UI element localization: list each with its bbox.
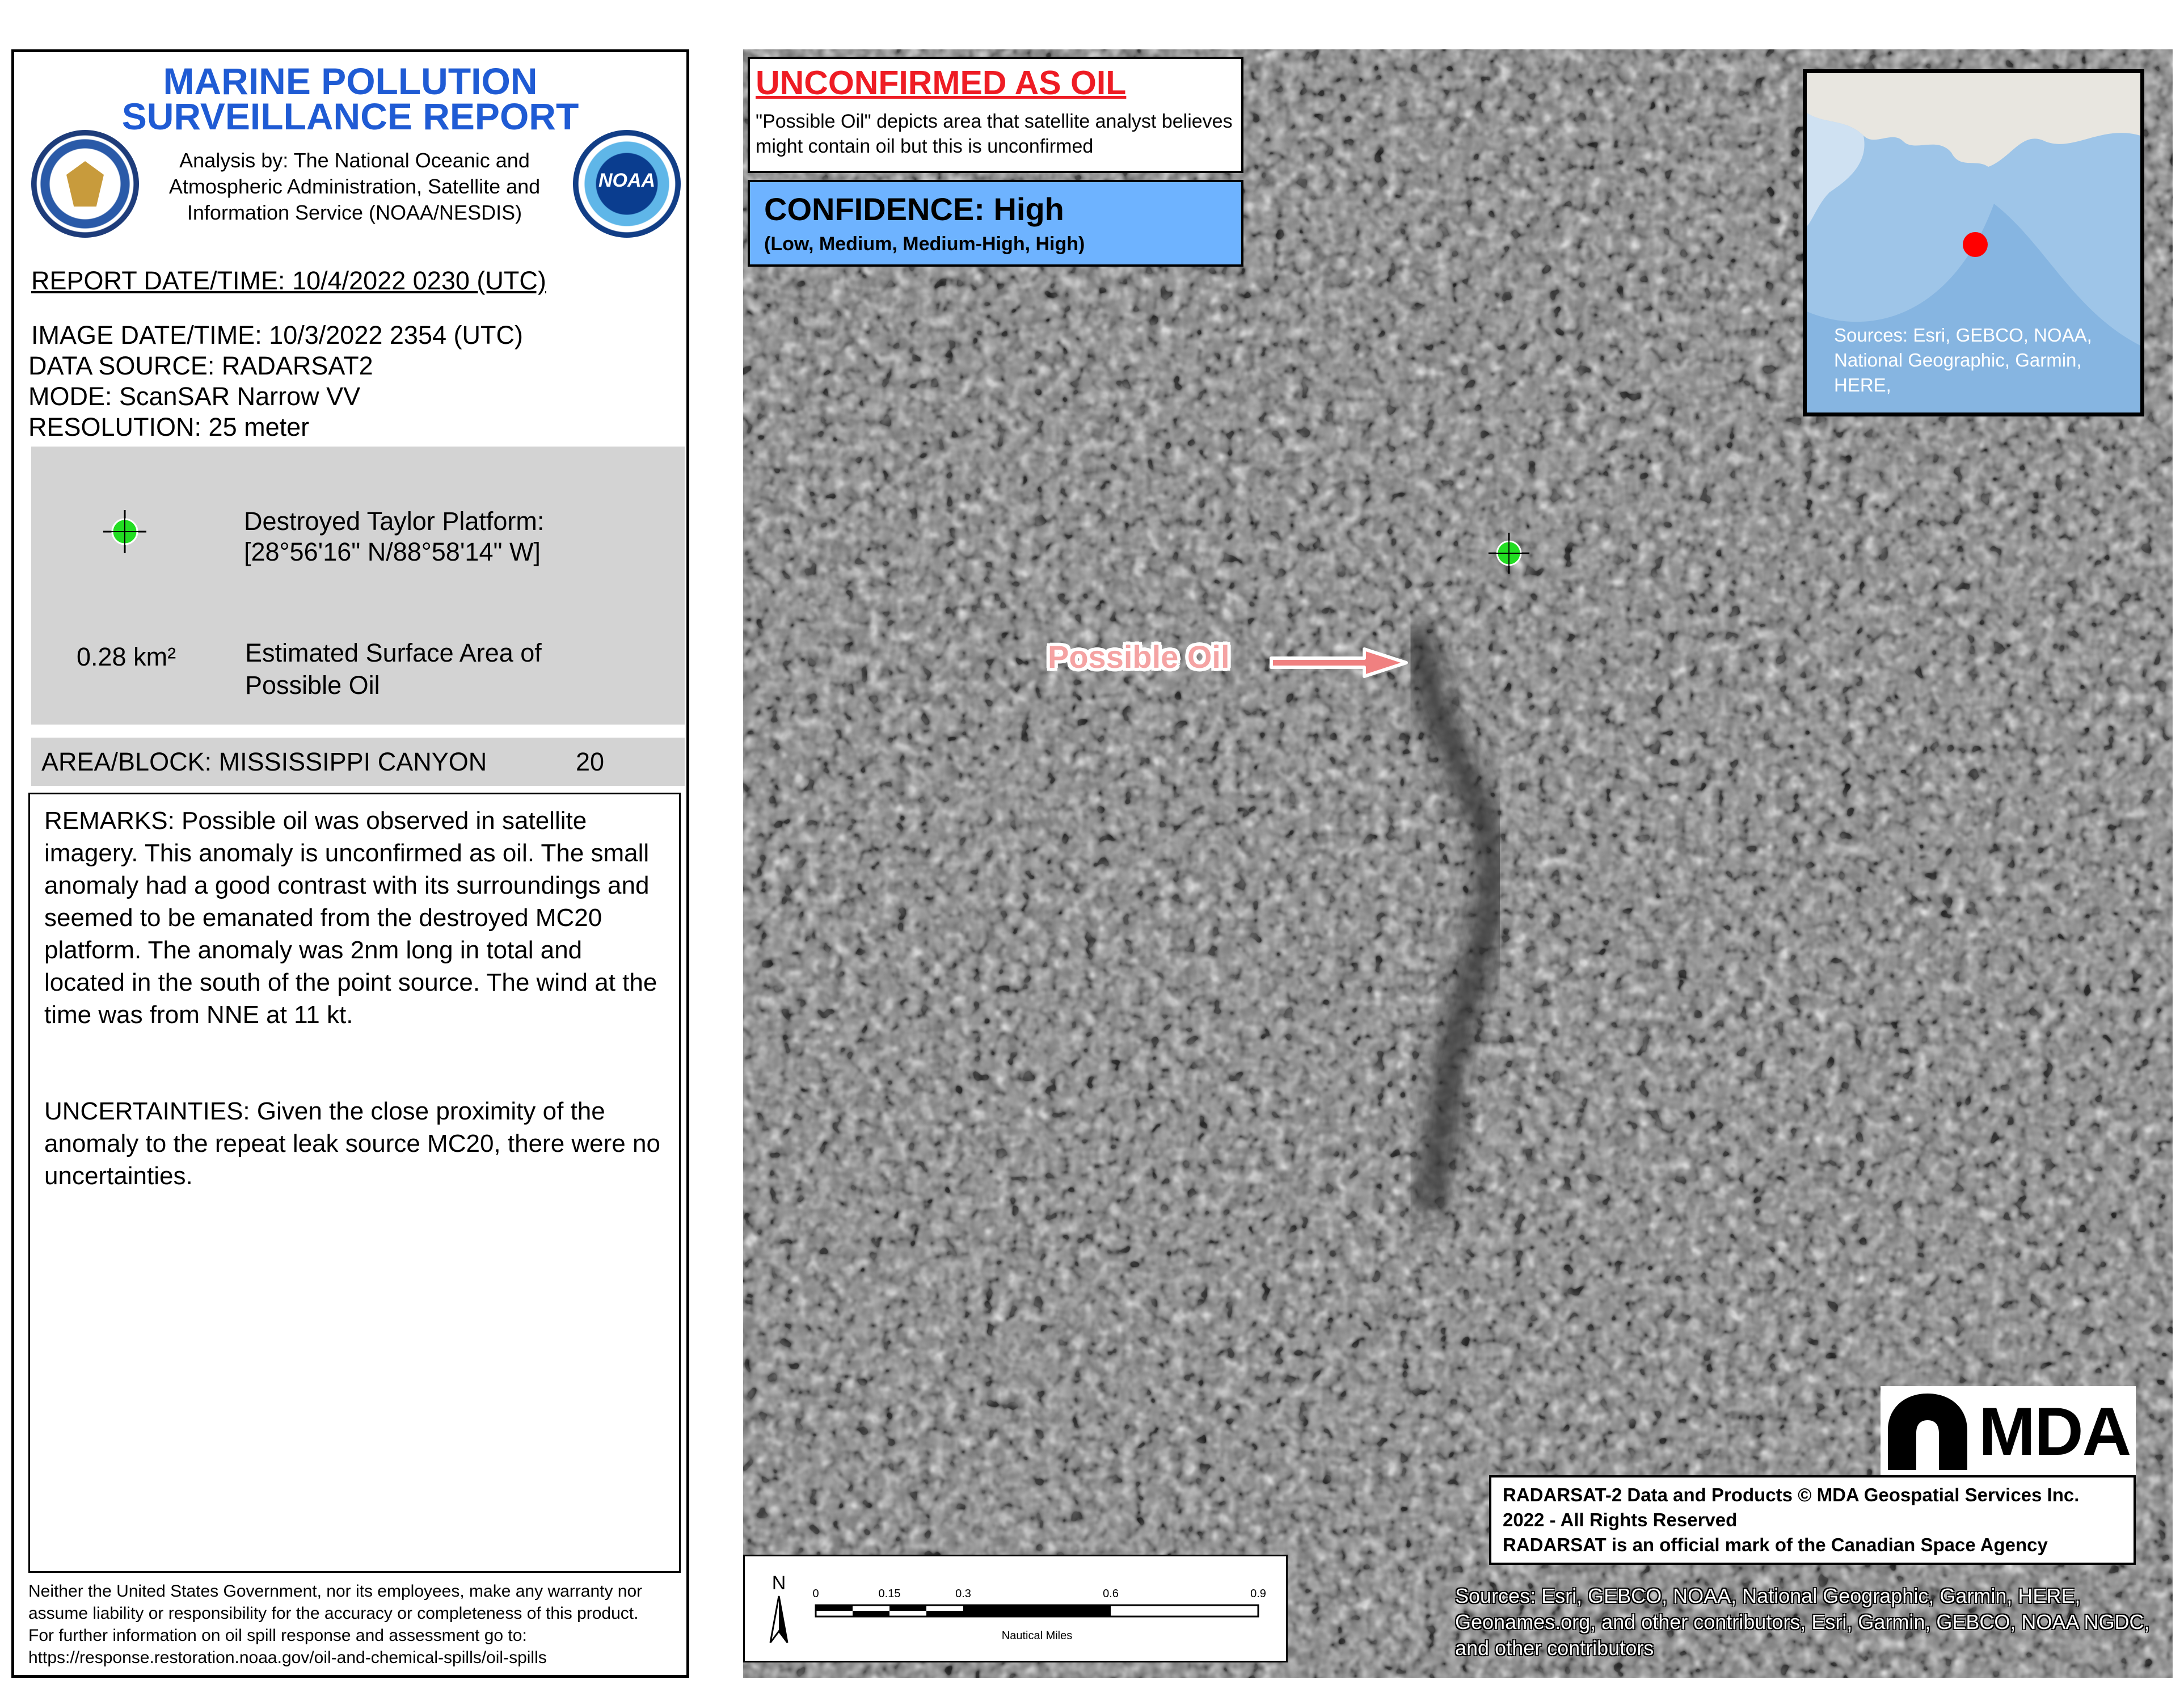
- scale-tick-label: 0.15: [878, 1588, 901, 1600]
- surface-area-label: [245, 637, 542, 701]
- confidence-level: CONFIDENCE: High: [764, 191, 1064, 227]
- report-title-line1: MARINE POLLUTION: [163, 60, 538, 102]
- surface-area-label-line1: Estimated Surface Area of: [245, 638, 542, 667]
- noaa-logo-text: NOAA: [598, 170, 656, 191]
- scale-bar-graphic: [745, 1556, 1286, 1661]
- location-dot: [1963, 232, 1988, 257]
- resolution: RESOLUTION: 25 meter: [28, 412, 310, 441]
- locator-inset-map[interactable]: [1803, 69, 2144, 416]
- mda-logo-icon: [1885, 1391, 1970, 1473]
- area-block: [31, 738, 685, 786]
- copyright-line3: RADARSAT is an official mark of the Canadian Space Agency: [1503, 1534, 2048, 1555]
- report-title-line2: SURVEILLANCE REPORT: [121, 95, 579, 137]
- unconfirmed-notice: [748, 57, 1243, 173]
- scale-tick-label: 0.6: [1103, 1588, 1119, 1600]
- remarks-text: REMARKS: Possible oil was observed in satellite imagery. This anomaly is unconfirmed as oil. The small anomaly had a good contrast with its surroundings and seemed to be emanated from the destroyed MC20 platform. The anomaly was 2nm long in total and located in the south of the point source. The wind at the time was from NNE at 11 kt.: [44, 807, 657, 1029]
- report-datetime: REPORT DATE/TIME: 10/4/2022 0230 (UTC): [31, 266, 546, 295]
- further-info-text: For further information on oil spill response and assessment go to:: [28, 1626, 527, 1645]
- uncertainties-text: UNCERTAINTIES: Given the close proximity of the anomaly to the repeat leak source MC20, there were no uncertainties.: [44, 1097, 660, 1190]
- unconfirmed-description: "Possible Oil" depicts area that satellite analyst believes might contain oil but this is unconfirmed: [756, 111, 1233, 157]
- legend-platform-coords: [28°56'16" N/88°58'14" W]: [244, 537, 541, 566]
- area-block-number: 20: [576, 747, 605, 776]
- north-label: N: [771, 1572, 786, 1594]
- department-of-commerce-seal-icon: [31, 130, 139, 238]
- mda-logo: [1881, 1386, 2136, 1477]
- scale-tick-label: 0.9: [1250, 1588, 1266, 1600]
- disclaimer: [28, 1580, 681, 1669]
- remarks-box: [28, 793, 681, 1573]
- platform-marker-icon: [102, 509, 147, 554]
- surface-area-label-line2: Possible Oil: [245, 671, 380, 700]
- scale-unit-label: Nautical Miles: [1001, 1630, 1073, 1642]
- platform-marker-icon[interactable]: [1487, 532, 1531, 575]
- copyright-line2: 2022 - All Rights Reserved: [1503, 1509, 1738, 1530]
- scale-tick-label: 0.3: [955, 1588, 971, 1600]
- confidence-box: [748, 180, 1243, 267]
- info-link[interactable]: https://response.restoration.noaa.gov/oil-and-chemical-spills/oil-spills: [28, 1648, 547, 1667]
- surface-area-value: 0.28 km²: [77, 642, 176, 671]
- scale-tick-label: 0: [812, 1588, 819, 1600]
- legend-platform-label: [244, 506, 544, 567]
- legend-platform-name: Destroyed Taylor Platform:: [244, 507, 545, 536]
- noaa-logo-icon: [573, 130, 681, 238]
- possible-oil-label: Possible Oil: [1048, 639, 1230, 675]
- report-title: [14, 60, 686, 137]
- scale-bar: [743, 1555, 1288, 1662]
- confidence-scale: (Low, Medium, Medium-High, High): [764, 233, 1085, 255]
- map-sources: Sources: Esri, GEBCO, NOAA, National Geographic, Garmin, HERE, Geonames.org, and other contributors, Esri, Garmin, GEBCO, NOAA NGDC, and other contributors: [1455, 1584, 2150, 1660]
- data-source: DATA SOURCE: RADARSAT2: [28, 351, 373, 380]
- analysis-credit: Analysis by: The National Oceanic and Atmospheric Administration, Satellite and Information Service (NOAA/NESDIS): [168, 149, 541, 224]
- inset-sources: Sources: Esri, GEBCO, NOAA, National Geographic, Garmin, HERE,: [1834, 325, 2092, 395]
- copyright-notice: [1489, 1475, 2136, 1565]
- disclaimer-text: Neither the United States Government, nor its employees, make any warranty nor assume liability or responsibility for the accuracy or completeness of this product.: [28, 1582, 643, 1623]
- arrow-right-icon: [1268, 646, 1410, 680]
- sensor-mode: MODE: ScanSAR Narrow VV: [28, 382, 361, 411]
- copyright-line1: RADARSAT-2 Data and Products © MDA Geospatial Services Inc.: [1503, 1484, 2080, 1505]
- area-block-label: AREA/BLOCK: MISSISSIPPI CANYON: [41, 747, 487, 776]
- mda-logo-text: MDA: [1979, 1394, 2131, 1470]
- image-datetime: IMAGE DATE/TIME: 10/3/2022 2354 (UTC): [31, 321, 523, 350]
- report-panel: [11, 49, 689, 1678]
- unconfirmed-title: UNCONFIRMED AS OIL: [756, 64, 1127, 102]
- legend: [31, 447, 685, 725]
